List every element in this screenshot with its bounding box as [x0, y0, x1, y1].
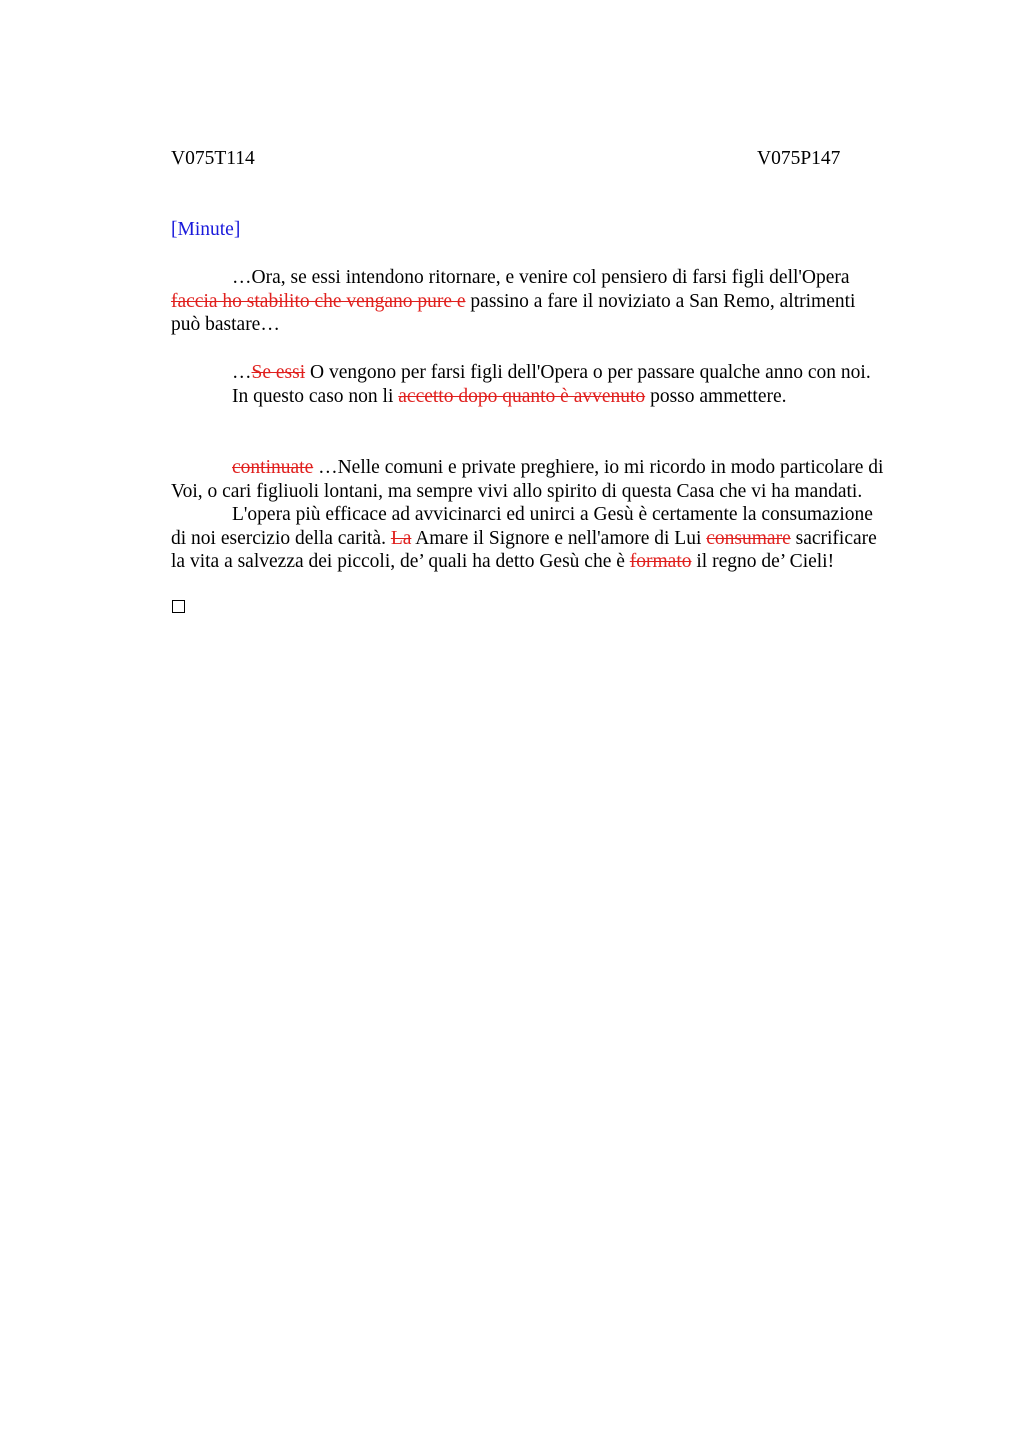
- inline-text: di noi esercizio della carità.: [171, 527, 391, 549]
- paragraph-3: [171, 456, 931, 574]
- empty-square-icon: [172, 600, 185, 613]
- inline-text: passino a fare il noviziato a San Remo, altrimenti: [465, 290, 856, 312]
- paragraph-1-line-2: [171, 290, 931, 314]
- section-label-minute: [Minute]: [171, 219, 241, 240]
- document-id-left: V075T114: [171, 148, 255, 169]
- inline-text: il regno de’ Cieli!: [691, 551, 835, 572]
- deleted-text: La: [390, 527, 412, 549]
- inline-text: …Nelle comuni e private preghiere, io mi ricordo in modo particolare di: [313, 457, 884, 478]
- paragraph-3-line-4: [171, 527, 931, 551]
- paragraph-1-line-3: può bastare…: [171, 314, 280, 335]
- paragraph-2-line-1: [171, 361, 931, 385]
- deleted-text: faccia ho stabilito che vengano pure e: [171, 290, 466, 312]
- paragraph-2: [171, 361, 931, 408]
- paragraph-1: [171, 266, 931, 337]
- deleted-text: formato: [629, 551, 692, 572]
- inline-text: la vita a salvezza dei piccoli, de’ quali ha detto Gesù che è: [171, 551, 630, 572]
- inline-text: Amare il Signore e nell'amore di Lui: [411, 527, 707, 549]
- inline-text: sacrificare: [790, 527, 877, 549]
- deleted-text: Se essi: [251, 362, 306, 383]
- paragraph-1-line-1: …Ora, se essi intendono ritornare, e venire col pensiero di farsi figli dell'Opera: [232, 267, 850, 288]
- document-id-right: V075P147: [757, 148, 841, 169]
- paragraph-2-line-2: [171, 385, 931, 409]
- inline-text: posso ammettere.: [645, 385, 787, 407]
- inline-text: …: [232, 362, 252, 383]
- paragraph-3-line-2: Voi, o cari figliuoli lontani, ma sempre vivi allo spirito di questa Casa che vi ha mandati.: [171, 480, 863, 502]
- inline-text: In questo caso non li: [232, 385, 399, 407]
- deleted-text: consumare: [706, 527, 791, 549]
- deleted-text: accetto dopo quanto è avvenuto: [398, 385, 646, 407]
- inline-text: O vengono per farsi figli dell'Opera o per passare qualche anno con noi.: [305, 362, 871, 383]
- paragraph-3-line-3: L'opera più efficace ad avvicinarci ed unirci a Gesù è certamente la consumazione: [232, 504, 873, 525]
- paragraph-3-line-1: [171, 456, 931, 480]
- deleted-text: continuate: [232, 457, 314, 478]
- paragraph-3-line-5: [171, 550, 931, 574]
